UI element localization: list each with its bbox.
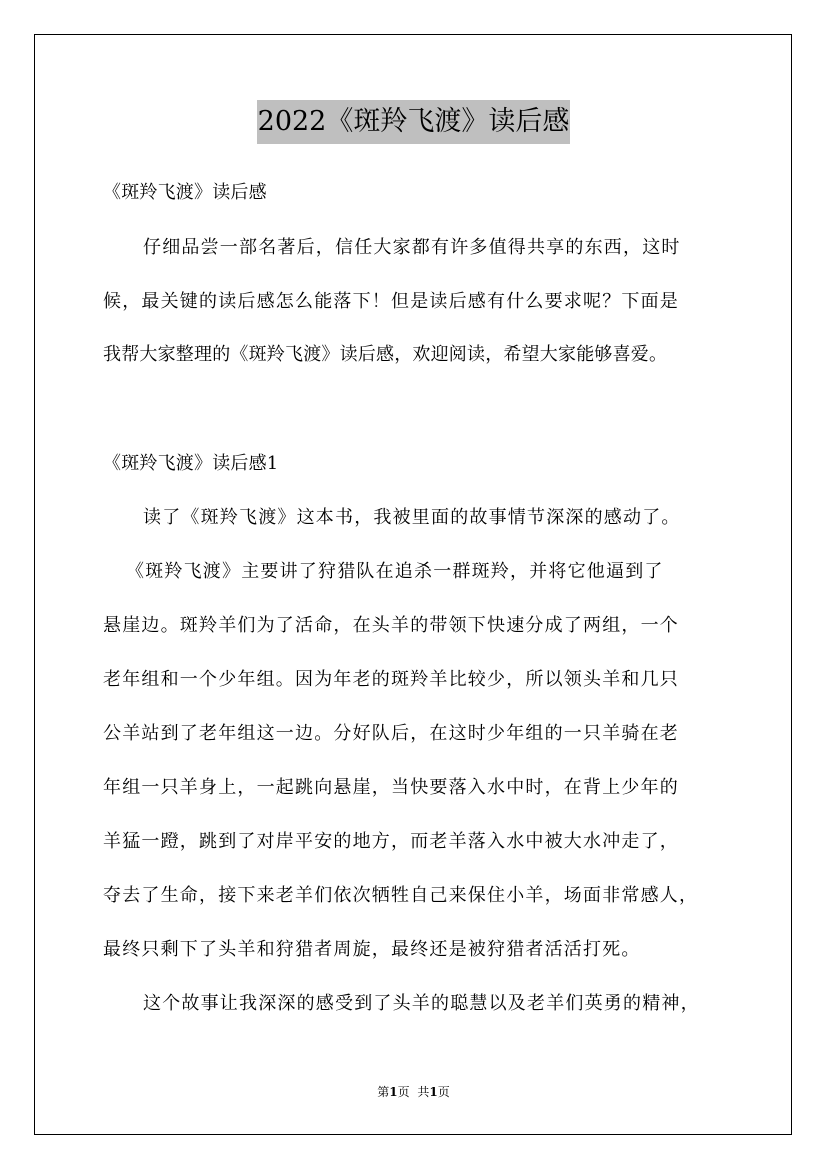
- body-line: 羊猛一蹬，跳到了对岸平安的地方，而老羊落入水中被大水冲走了，: [103, 831, 679, 852]
- intro-line-2: 候，最关键的读后感怎么能落下！但是读后感有什么要求呢？下面是: [103, 291, 679, 312]
- body-line: 夺去了生命，接下来老羊们依次牺牲自己来保住小羊，场面非常感人，: [103, 885, 699, 906]
- body-line: 读了《斑羚飞渡》这本书，我被里面的故事情节深深的感动了。: [143, 507, 681, 528]
- body-line: 《斑羚飞渡》主要讲了狩猎队在追杀一群斑羚，并将它他逼到了: [126, 561, 664, 582]
- total-label-suffix: 页: [437, 1085, 450, 1099]
- intro-line-3: 我帮大家整理的《斑羚飞渡》读后感，欢迎阅读，希望大家能够喜爱。: [103, 344, 668, 365]
- intro-line-1: 仔细品尝一部名著后，信任大家都有许多值得共享的东西，这时: [143, 237, 681, 258]
- body-line: 悬崖边。斑羚羊们为了活命，在头羊的带领下快速分成了两组，一个: [103, 615, 679, 636]
- page-label-mid: 页: [397, 1085, 410, 1099]
- body-line: 老年组和一个少年组。因为年老的斑羚羊比较少，所以领头羊和几只: [103, 669, 679, 690]
- total-label-prefix: 共: [417, 1085, 430, 1099]
- body-line: 最终只剩下了头羊和狩猎者周旋，最终还是被狩猎者活活打死。: [103, 939, 641, 960]
- document-title: [0, 100, 827, 144]
- body-line: 年组一只羊身上，一起跳向悬崖，当快要落入水中时，在背上少年的: [103, 777, 679, 798]
- body-line: 这个故事让我深深的感受到了头羊的聪慧以及老羊们英勇的精神，: [143, 993, 700, 1014]
- page-footer: [0, 1082, 827, 1102]
- document-title-text: 2022《斑羚飞渡》读后感: [257, 100, 571, 144]
- body-line: 公羊站到了老年组这一边。分好队后，在这时少年组的一只羊骑在老: [103, 723, 679, 744]
- section-heading: 《斑羚飞渡》读后感1: [103, 453, 279, 474]
- page-current: 1: [389, 1085, 398, 1099]
- page-label-prefix: 第: [377, 1085, 390, 1099]
- subtitle: 《斑羚飞渡》读后感: [103, 182, 267, 203]
- page-total: 1: [429, 1085, 438, 1099]
